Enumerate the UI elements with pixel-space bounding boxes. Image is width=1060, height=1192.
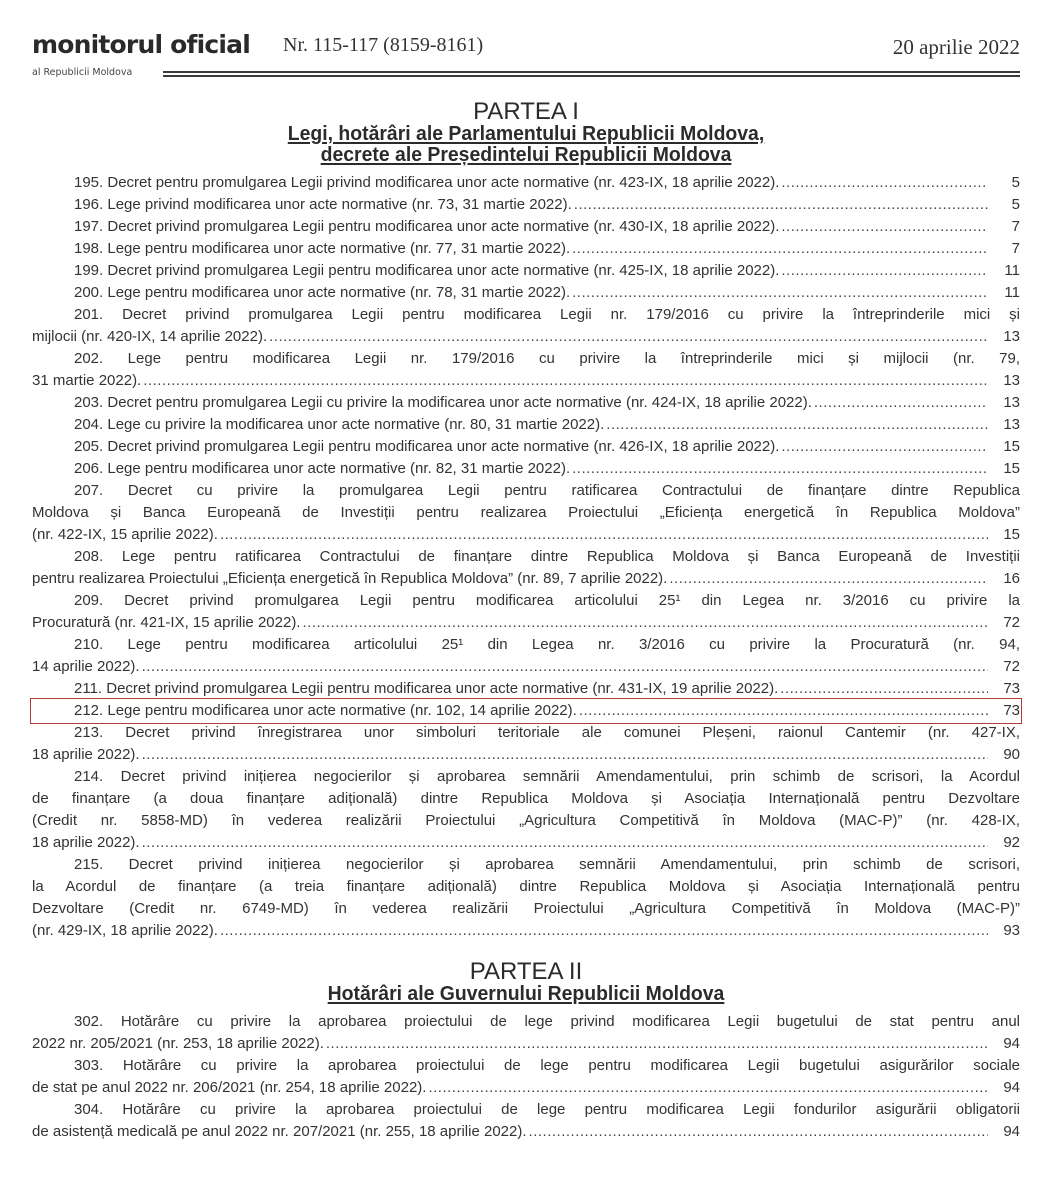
entry-text: 31 martie 2022). bbox=[32, 372, 142, 389]
contents-entry[interactable] bbox=[32, 854, 1020, 942]
part-1-contents-list bbox=[32, 172, 1020, 942]
entry-line bbox=[32, 920, 1020, 942]
dot-leader bbox=[302, 612, 988, 634]
issue-date: 20 aprilie 2022 bbox=[892, 35, 1020, 59]
masthead-rule bbox=[163, 71, 1020, 77]
page-number: 7 bbox=[1011, 240, 1020, 257]
dot-leader bbox=[579, 700, 988, 722]
page-number: 73 bbox=[1003, 680, 1020, 697]
entry-line bbox=[32, 876, 1020, 898]
entry-text: 215. Decret privind inițierea negocierilor și aprobarea semnării Amendamentului, prin schimb de scrisori, bbox=[74, 856, 1020, 873]
contents-entry[interactable] bbox=[32, 304, 1020, 348]
entry-line bbox=[32, 634, 1020, 656]
entry-line bbox=[32, 480, 1020, 502]
entry-line bbox=[32, 1055, 1020, 1077]
contents-entry[interactable] bbox=[32, 458, 1020, 480]
entry-line bbox=[32, 854, 1020, 876]
dot-leader bbox=[572, 282, 988, 304]
page-number: 94 bbox=[1003, 1035, 1020, 1052]
entry-line bbox=[32, 304, 1020, 326]
masthead bbox=[0, 0, 1060, 90]
contents-entry[interactable] bbox=[32, 260, 1020, 282]
entry-text: 197. Decret privind promulgarea Legii pentru modificarea unor acte normative (nr. 430-IX, 18 aprilie 2022). bbox=[74, 218, 780, 235]
dot-leader bbox=[529, 1121, 988, 1143]
entry-text: 212. Lege pentru modificarea unor acte normative (nr. 102, 14 aprilie 2022). bbox=[74, 702, 577, 719]
entry-text: 199. Decret privind promulgarea Legii pentru modificarea unor acte normative (nr. 425-IX, 18 aprilie 2022). bbox=[74, 262, 780, 279]
entry-text: 210. Lege pentru modificarea articolului 25¹ din Legea nr. 3/2016 cu privire la Procuratură (nr. 94, bbox=[74, 636, 1020, 653]
contents-entry[interactable] bbox=[32, 414, 1020, 436]
contents-entry[interactable] bbox=[32, 392, 1020, 414]
entry-line bbox=[32, 348, 1020, 370]
entry-text: Moldova și Banca Europeană de Investiții pentru realizarea Proiectului „Eficiența energetică în Republica Moldova” bbox=[32, 504, 1020, 521]
entry-text: de stat pe anul 2022 nr. 206/2021 (nr. 254, 18 aprilie 2022). bbox=[32, 1079, 427, 1096]
entry-text: 303. Hotărâre cu privire la aprobarea proiectului de lege pentru modificarea Legii bugetului asigurărilor sociale bbox=[74, 1057, 1020, 1074]
dot-leader bbox=[814, 392, 988, 414]
contents-entry[interactable] bbox=[32, 1011, 1020, 1055]
entry-line bbox=[32, 1099, 1020, 1121]
entry-text: 304. Hotărâre cu privire la aprobarea proiectului de lege pentru modificarea Legii fondurilor asigurării obligatorii bbox=[74, 1101, 1020, 1118]
entry-text: 205. Decret privind promulgarea Legii pentru modificarea unor acte normative (nr. 426-IX, 18 aprilie 2022). bbox=[74, 438, 780, 455]
entry-line bbox=[32, 238, 1020, 260]
entry-line bbox=[32, 282, 1020, 304]
entry-line bbox=[32, 590, 1020, 612]
entry-text: 196. Lege privind modificarea unor acte normative (nr. 73, 31 martie 2022). bbox=[74, 196, 572, 213]
entry-line bbox=[32, 458, 1020, 480]
entry-line bbox=[32, 260, 1020, 282]
dot-leader bbox=[220, 920, 988, 942]
publication-subtitle: al Republicii Moldova bbox=[32, 67, 133, 78]
entry-text: 209. Decret privind promulgarea Legii pentru modificarea articolului 25¹ din Legea nr. 3/2016 cu privire la bbox=[74, 592, 1020, 609]
page-number: 94 bbox=[1003, 1123, 1020, 1140]
contents-entry[interactable] bbox=[32, 480, 1020, 546]
entry-text: 18 aprilie 2022). bbox=[32, 834, 140, 851]
entry-text: (Credit nr. 5858-MD) în vederea realizării Proiectului „Agricultura Competitivă în Moldova (MAC-P)” (nr. 428-IX, bbox=[32, 812, 1020, 829]
entry-text: Procuratură (nr. 421-IX, 15 aprilie 2022). bbox=[32, 614, 301, 631]
entry-text: mijlocii (nr. 420-IX, 14 aprilie 2022). bbox=[32, 328, 268, 345]
part-1-subtitle-line-2: decrete ale Președintelui Republicii Moldova bbox=[320, 144, 732, 166]
entry-text: 201. Decret privind promulgarea Legii pentru modificarea Legii nr. 179/2016 cu privire la întreprinderile mici și bbox=[74, 306, 1020, 323]
entry-line bbox=[32, 1077, 1020, 1099]
entry-text: (nr. 422-IX, 15 aprilie 2022). bbox=[32, 526, 218, 543]
entry-text: 214. Decret privind inițierea negocierilor și aprobarea semnării Amendamentului, prin schimb de scrisori, la Acordul bbox=[74, 768, 1020, 785]
entry-line bbox=[32, 1121, 1020, 1143]
dot-leader bbox=[142, 832, 988, 854]
entry-text: 208. Lege pentru ratificarea Contractului de finanțare dintre Republica Moldova și Banca Europeană de Investiții bbox=[74, 548, 1020, 565]
entry-text: 211. Decret privind promulgarea Legii pentru modificarea unor acte normative (nr. 431-IX, 19 aprilie 2022). bbox=[74, 680, 779, 697]
entry-line bbox=[32, 414, 1020, 436]
contents-entry[interactable] bbox=[32, 216, 1020, 238]
part-1-subtitle-line-1: Legi, hotărâri ale Parlamentului Republicii Moldova, bbox=[287, 123, 765, 145]
dot-leader bbox=[142, 656, 988, 678]
entry-line bbox=[32, 678, 1020, 700]
dot-leader bbox=[781, 216, 988, 238]
entry-line bbox=[32, 744, 1020, 766]
entry-text: 204. Lege cu privire la modificarea unor acte normative (nr. 80, 31 martie 2022). bbox=[74, 416, 605, 433]
entry-text: 200. Lege pentru modificarea unor acte normative (nr. 78, 31 martie 2022). bbox=[74, 284, 571, 301]
contents-entry[interactable] bbox=[32, 590, 1020, 634]
page-number: 94 bbox=[1003, 1079, 1020, 1096]
dot-leader bbox=[780, 678, 988, 700]
page-number: 13 bbox=[1003, 372, 1020, 389]
entry-text: 302. Hotărâre cu privire la aprobarea proiectului de lege privind modificarea Legii bugetului de stat pentru anul bbox=[74, 1013, 1020, 1030]
entry-line bbox=[32, 722, 1020, 744]
dot-leader bbox=[781, 436, 988, 458]
publication-logo: monitorul oficial bbox=[32, 30, 250, 59]
contents-entry[interactable] bbox=[32, 238, 1020, 260]
page-number: 5 bbox=[1011, 196, 1020, 213]
entry-text: de finanțare (a doua finanțare adițională) dintre Republica Moldova și Asociația Internațională pentru Dezvoltare bbox=[32, 790, 1020, 807]
contents-entry[interactable] bbox=[32, 1055, 1020, 1099]
dot-leader bbox=[781, 260, 988, 282]
dot-leader bbox=[220, 524, 988, 546]
dot-leader bbox=[572, 238, 988, 260]
entry-line bbox=[32, 392, 1020, 414]
entry-line bbox=[32, 612, 1020, 634]
part-2-subtitle: Hotărâri ale Guvernului Republicii Moldova bbox=[327, 983, 725, 1005]
page-number: 92 bbox=[1003, 834, 1020, 851]
page-number: 13 bbox=[1003, 416, 1020, 433]
page-number: 11 bbox=[1004, 262, 1020, 279]
dot-leader bbox=[142, 744, 988, 766]
entry-line bbox=[32, 524, 1020, 546]
page-number: 7 bbox=[1011, 218, 1020, 235]
entry-text: 213. Decret privind înregistrarea unor simboluri teritoriale ale comunei Pleșeni, raionul Cantemir (nr. 427-IX, bbox=[74, 724, 1020, 741]
entry-line bbox=[32, 326, 1020, 348]
entry-line bbox=[32, 502, 1020, 524]
entry-line bbox=[32, 216, 1020, 238]
part-1-section bbox=[32, 100, 1020, 942]
dot-leader bbox=[572, 458, 988, 480]
entry-line bbox=[32, 546, 1020, 568]
part-2-title: PARTEA II bbox=[469, 958, 583, 985]
contents-entry[interactable] bbox=[32, 722, 1020, 766]
page-number: 13 bbox=[1003, 328, 1020, 345]
dot-leader bbox=[606, 414, 988, 436]
entry-text: Dezvoltare (Credit nr. 6749-MD) în vederea realizării Proiectului „Agricultura Competitivă în Moldova (MAC-P)” bbox=[32, 900, 1020, 917]
part-1-title: PARTEA I bbox=[473, 98, 579, 125]
entry-text: (nr. 429-IX, 18 aprilie 2022). bbox=[32, 922, 218, 939]
entry-line bbox=[32, 1033, 1020, 1055]
entry-line bbox=[32, 656, 1020, 678]
entry-line bbox=[32, 194, 1020, 216]
entry-line bbox=[32, 568, 1020, 590]
entry-line bbox=[32, 1011, 1020, 1033]
contents-entry-highlighted[interactable] bbox=[32, 700, 1020, 722]
part-2-contents-list bbox=[32, 1011, 1020, 1143]
page-number: 72 bbox=[1003, 658, 1020, 675]
dot-leader bbox=[326, 1033, 988, 1055]
dot-leader bbox=[669, 568, 988, 590]
page-number: 5 bbox=[1011, 174, 1020, 191]
contents-entry[interactable] bbox=[32, 436, 1020, 458]
entry-text: 206. Lege pentru modificarea unor acte normative (nr. 82, 31 martie 2022). bbox=[74, 460, 571, 477]
entry-text: 203. Decret pentru promulgarea Legii cu privire la modificarea unor acte normative (nr. 424-IX, 18 aprilie 2022). bbox=[74, 394, 812, 411]
page-number: 72 bbox=[1003, 614, 1020, 631]
dot-leader bbox=[781, 172, 988, 194]
entry-text: la Acordul de finanțare (a treia finanțare adițională) dintre Republica Moldova și Asociația Internațională pentru bbox=[32, 878, 1020, 895]
entry-line bbox=[32, 436, 1020, 458]
entry-text: de asistență medicală pe anul 2022 nr. 207/2021 (nr. 255, 18 aprilie 2022). bbox=[32, 1123, 527, 1140]
contents-entry[interactable] bbox=[32, 282, 1020, 304]
page-number: 15 bbox=[1003, 526, 1020, 543]
contents-entry[interactable] bbox=[32, 634, 1020, 678]
dot-leader bbox=[269, 326, 988, 348]
entry-text: pentru realizarea Proiectului „Eficiența energetică în Republica Moldova” (nr. 89, 7 aprilie 2022). bbox=[32, 570, 668, 587]
entry-text: 18 aprilie 2022). bbox=[32, 746, 140, 763]
entry-line bbox=[32, 766, 1020, 788]
entry-line bbox=[32, 898, 1020, 920]
part-2-section bbox=[32, 960, 1020, 1143]
dot-leader bbox=[574, 194, 988, 216]
entry-line bbox=[32, 700, 1020, 722]
contents-entry[interactable] bbox=[32, 194, 1020, 216]
page-number: 73 bbox=[1003, 702, 1020, 719]
entry-text: 14 aprilie 2022). bbox=[32, 658, 140, 675]
contents-entry[interactable] bbox=[32, 348, 1020, 392]
dot-leader bbox=[428, 1077, 988, 1099]
entry-line bbox=[32, 172, 1020, 194]
entry-text: 202. Lege pentru modificarea Legii nr. 179/2016 cu privire la întreprinderile mici și mijlocii (nr. 79, bbox=[74, 350, 1020, 367]
entry-text: 198. Lege pentru modificarea unor acte normative (nr. 77, 31 martie 2022). bbox=[74, 240, 571, 257]
entry-line bbox=[32, 370, 1020, 392]
contents-entry[interactable] bbox=[32, 172, 1020, 194]
entry-text: 2022 nr. 205/2021 (nr. 253, 18 aprilie 2022). bbox=[32, 1035, 324, 1052]
entry-line bbox=[32, 810, 1020, 832]
entry-text: 207. Decret cu privire la promulgarea Legii pentru ratificarea Contractului de finanțare dintre Republica bbox=[74, 482, 1020, 499]
entry-line bbox=[32, 788, 1020, 810]
contents-entry[interactable] bbox=[32, 766, 1020, 854]
contents-entry[interactable] bbox=[32, 546, 1020, 590]
contents-entry[interactable] bbox=[32, 1099, 1020, 1143]
page-number: 15 bbox=[1003, 460, 1020, 477]
contents-entry[interactable] bbox=[32, 678, 1020, 700]
dot-leader bbox=[143, 370, 988, 392]
entry-text: 195. Decret pentru promulgarea Legii privind modificarea unor acte normative (nr. 423-IX, 18 aprilie 2022). bbox=[74, 174, 780, 191]
page-number: 90 bbox=[1003, 746, 1020, 763]
issue-number: Nr. 115-117 (8159-8161) bbox=[283, 34, 484, 56]
page-number: 13 bbox=[1003, 394, 1020, 411]
page-number: 15 bbox=[1003, 438, 1020, 455]
page-number: 16 bbox=[1003, 570, 1020, 587]
page-number: 93 bbox=[1003, 922, 1020, 939]
page-number: 11 bbox=[1004, 284, 1020, 301]
entry-line bbox=[32, 832, 1020, 854]
